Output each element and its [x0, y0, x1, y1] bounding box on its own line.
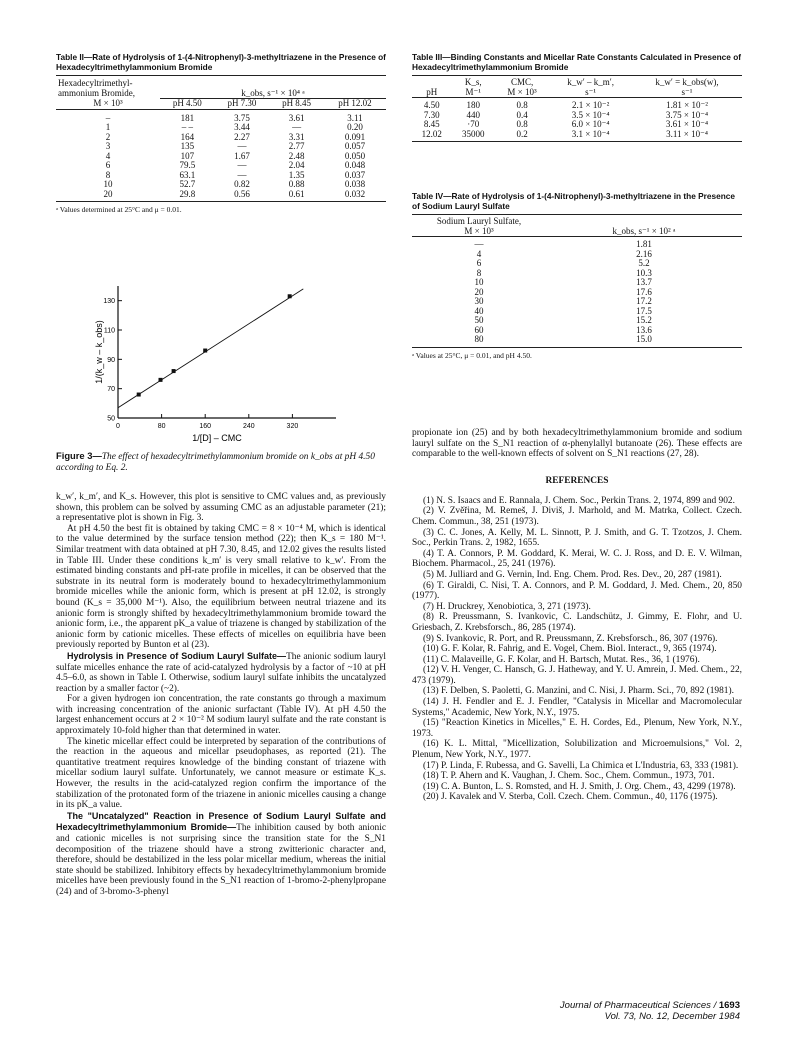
table-cell: 0.88: [288, 179, 305, 189]
reference-item: (18) T. P. Ahern and K. Vaughan, J. Chem. Soc., Chem. Commun., 1973, 701.: [423, 771, 715, 782]
table-cell: 0.61: [288, 188, 305, 199]
figure-3-caption-label: Figure 3—: [56, 450, 102, 461]
y-tick-label: 110: [103, 327, 115, 335]
table-iv-caption: Table IV—Rate of Hydrolysis of 1-(4-Nitrophenyl)-3-methyltriazene in the Presence of Sodium Lauryl Sulfate: [412, 191, 736, 211]
table-header: CMC,: [510, 77, 534, 87]
table-cell: 60: [474, 324, 484, 335]
table-cell: 8: [105, 169, 111, 180]
reference-item: (1) N. S. Isaacs and E. Rannala, J. Chem. Soc., Perkin Trans. 2, 1974, 899 and 902.: [423, 495, 735, 506]
paragraph: At pH 4.50 the best fit is obtained by taking CMC = 8 × 10⁻⁴ M, which is identical to the value determined by the surface tension method (22); then K_s = 180 M⁻¹. Similar treatment with data obtained at pH 7.30, 8.45, and 12.02 gives the results listed in Table III. Under these conditions k_m′ is very small relative to k_w′. From the estimated binding constants and pH-rate profile in micelles, it can be observed that the substrate in its neutral form is moderately bound to hexadecyltrimethylammonium bromide micelles while the anionic form, which is present at pH 12.02, is strongly bound (K_s = 35,000 M⁻¹). Also, the equilibrium between neutral triazene and its anionic form is strongly shifted by hexadecyltrimethylammonium bromide toward the anionic form, i.e., the apparent pK_a value of triazene is changed by stabilization of the anionic form by cationic micelles. These effects of micelles on equilibria have been previously reported by Bunton et al (23).: [56, 523, 386, 651]
table-cell: 0.048: [344, 160, 366, 170]
fit-line: [118, 289, 303, 408]
x-tick-label: 160: [199, 423, 212, 430]
table-cell: 17.6: [636, 286, 652, 297]
table-iv-kobs-header: k_obs, s⁻¹ × 10² ᵃ: [612, 225, 676, 236]
table-cell: 181: [180, 112, 195, 123]
reference-item: (17) P. Linda, F. Rubessa, and G. Savelli, La Chimica et L'Industria, 63, 333 (1981).: [423, 760, 739, 771]
table-cell: 0.057: [344, 141, 366, 151]
table-iii: [412, 52, 742, 142]
table-cell: 0.038: [344, 179, 366, 189]
table-row: [412, 297, 742, 307]
table-cell: 8.45: [423, 119, 440, 129]
table-row: [412, 259, 742, 269]
table-cell: 52.7: [179, 179, 196, 189]
table-row: [412, 335, 742, 345]
table-cell: 0.20: [347, 122, 363, 132]
table-cell: 80: [474, 334, 484, 344]
table-cell: 3.61 × 10⁻⁴: [665, 119, 709, 129]
reference-item: (2) V. Zvěřina, M. Remeš, J. Diviš, J. Marhold, and M. Matrka, Collect. Czech. Chem. Commun., 38, 251 (1973).: [412, 506, 742, 527]
paragraph-text: The inhibition caused by both anionic and cationic micelles is not surprising since the transition state for the S_N1 decomposition of the triazene should have a strong zwitterionic character and, therefore, should be destabilized in the less polar micellar medium, whereas the initial state should be stabilized. Inhibitory effects by hexadecyltrimethylammonium bromide micelles have been previously found in the S_N1 reaction of 1-bromo-2-phenylpropane (24) and of 3-bromo-3-phenyl: [56, 823, 386, 897]
paragraph: The kinetic micellar effect could be interpreted by separation of the contributions of the reaction in the aqueous and micellar pseudophases, as reported (21). The quantitative treatment requires knowledge of the binding constant of triazene with micellar sodium lauryl sulfate. Unfortunately, we cannot measure or estimate K_s. However, the results in the acid-catalyzed region confirm the importance of the stabilization of the protonated form of the triazene in anionic micelles causing a change in its pK_a value.: [56, 736, 386, 811]
table-cell: —: [237, 169, 247, 180]
reference-item: (5) M. Julliard and G. Vernin, Ind. Eng. Chem. Prod. Res. Dev., 20, 287 (1981).: [423, 569, 722, 580]
table-cell: 63.1: [179, 169, 196, 180]
table-cell: 6: [105, 160, 111, 170]
table-cell: 164: [180, 131, 195, 142]
reference-item: (19) C. A. Bunton, L. S. Romsted, and H. J. Smith, J. Org. Chem., 43, 4299 (1978).: [423, 781, 736, 792]
x-tick-label: 240: [242, 423, 255, 430]
table-cell: 2.27: [234, 131, 250, 142]
table-cell: 2: [105, 131, 111, 142]
reference-item: (8) R. Preussmann, S. Ivankovic, C. Landschütz, J. Gimmy, E. Flohr, and U. Griesbach, Z. Krebsforsch., 86, 285 (1974).: [412, 612, 742, 633]
right-body: [412, 428, 742, 803]
table-cell: 2.77: [288, 141, 305, 151]
y-axis-label: 1/(k_w – k_obs): [94, 320, 104, 384]
table-cell: 0.091: [344, 131, 366, 142]
table-header: M × 10³: [507, 86, 537, 97]
data-point: [159, 378, 163, 382]
paragraph: [56, 811, 386, 898]
table-cell: 17.5: [636, 305, 652, 316]
table-header: s⁻¹: [585, 86, 597, 97]
table-cell: 12.02: [421, 128, 442, 139]
table-cell: 3.1 × 10⁻⁴: [571, 128, 610, 139]
reference-item: (13) F. Delben, S. Paoletti, G. Manzini, and C. Nisi, J. Pharm. Sci., 70, 892 (1981).: [423, 686, 734, 697]
page-number: 1693: [718, 1000, 740, 1011]
figure-3-plot: [56, 278, 356, 448]
table-cell: —: [237, 141, 247, 151]
table-cell: 7.30: [423, 109, 440, 120]
table-cell: 79.5: [179, 160, 196, 170]
table-ii-ph-header: pH 4.50: [160, 99, 215, 110]
reference-item: (14) J. H. Fendler and E. J. Fendler, "Catalysis in Micellar and Macromolecular Systems," Academic, New York, N.Y., 1975.: [412, 697, 742, 718]
x-tick-label: 80: [157, 423, 166, 430]
reference-item: (6) T. Giraldi, C. Nisi, T. A. Connors, and P. M. Goddard, J. Med. Chem., 20, 850 (1977).: [412, 580, 742, 602]
table-cell: 3.31: [288, 131, 305, 142]
data-point: [172, 369, 176, 373]
table-cell: 29.8: [179, 188, 196, 199]
table-cell: 440: [466, 109, 480, 120]
table-header: pH: [426, 86, 438, 97]
table-cell: 10: [103, 179, 113, 189]
table-cell: 0.2: [516, 128, 528, 139]
table-cell: 2.48: [288, 150, 305, 161]
table-ii-ph-header: pH 7.30: [215, 99, 270, 110]
table-iv-grid: [412, 217, 742, 345]
table-ii-ph-header: pH 8.45: [269, 99, 324, 110]
table-ii-conc-header-3: M × 10³: [93, 97, 123, 108]
table-cell: 3: [105, 141, 111, 151]
reference-item: (3) C. C. Jones, A. Kelly, M. L. Sinnott, P. J. Smith, and G. T. Tzotzos, J. Chem. Soc., Perkin Trans. 2, 1982, 1655.: [412, 527, 742, 549]
table-cell: 3.44: [234, 122, 250, 132]
page-footer: [500, 1000, 740, 1022]
table-cell: 3.61: [288, 112, 305, 123]
table-cell: 13.6: [636, 324, 652, 335]
table-cell: 20: [103, 188, 113, 199]
table-cell: 6.0 × 10⁻⁴: [571, 119, 610, 129]
table-cell: –: [105, 112, 111, 123]
table-cell: —: [292, 122, 302, 132]
table-row: [412, 240, 742, 250]
table-iii-grid: [412, 78, 742, 139]
reference-item: (9) S. Ivankovic, R. Port, and R. Preussmann, Z. Krebsforsch., 86, 307 (1976).: [423, 633, 718, 644]
table-cell: —: [474, 239, 484, 249]
y-tick-label: 130: [103, 298, 115, 306]
table-cell: 40: [474, 305, 484, 316]
y-tick-label: 50: [107, 415, 115, 423]
table-cell: 50: [474, 315, 484, 325]
table-cell: 10: [474, 277, 484, 287]
paragraph: For a given hydrogen ion concentration, the rate constants go through a maximum with increasing concentration of the anionic surfactant (Table IV). At pH 4.50 the largest enhancement occurs at 2 × 10⁻² M sodium lauryl sulfate and the rate constant is approximately 10-fold higher than that determined in water.: [56, 694, 386, 737]
x-tick-label: 320: [286, 423, 299, 430]
table-iv-conc-header-1: Sodium Lauryl Sulfate,: [436, 216, 522, 226]
table-cell: 4: [105, 150, 111, 161]
table-cell: 0.032: [344, 188, 366, 199]
x-tick-label: 0: [116, 423, 120, 430]
table-row: [412, 307, 742, 317]
x-axis-label: 1/[D] – CMC: [192, 433, 242, 443]
table-cell: —: [237, 160, 247, 170]
paragraph-text: The anionic sodium lauryl sulfate micelles enhance the rate of acid-catalyzed hydrolysis by a factor of ~10 at pH 4.5–6.0, as shown in Table I. Otherwise, sodium lauryl sulfate inhibits the uncatalyzed reaction by a smaller factor (~2).: [56, 651, 386, 694]
table-cell: 5.2: [638, 258, 650, 268]
table-cell: 0.56: [234, 188, 250, 199]
paragraph: k_w′, k_m′, and K_s. However, this plot is sensitive to CMC values and, as previously shown, this problem can be solved by assuming CMC as an adjustable parameter (21); a representative plot is shown in Fig. 3.: [56, 492, 386, 524]
table-cell: 1.81 × 10⁻²: [666, 100, 708, 110]
table-ii-caption: Table II—Rate of Hydrolysis of 1-(4-Nitrophenyl)-3-methyltriazene in the Presence of Hexadecyltrimethylammonium Bromide: [56, 52, 386, 72]
table-header: k_w′ – k_m′,: [567, 77, 614, 87]
table-ii-grid: [56, 79, 386, 199]
table-cell: 3.75 × 10⁻⁴: [665, 109, 709, 120]
table-cell: 13.7: [636, 277, 652, 287]
table-row: [56, 190, 386, 200]
reference-item: (16) K. L. Mittal, "Micellization, Solubilization and Microemulsions," Vol. 2, Plenum, New York, N.Y., 1977.: [412, 739, 742, 761]
table-header: s⁻¹: [681, 86, 693, 97]
data-point: [203, 349, 207, 353]
table-cell: 0.82: [234, 179, 250, 189]
table-cell: 10.3: [636, 267, 652, 278]
references-heading: REFERENCES: [545, 475, 609, 486]
reference-item: (20) J. Kavalek and V. Sterba, Coll. Czech. Chem. Commun., 40, 1176 (1975).: [423, 792, 718, 803]
paragraph: [56, 651, 386, 694]
issue-info: Vol. 73, No. 12, December 1984: [604, 1011, 740, 1022]
table-row: [412, 288, 742, 298]
section-heading: The "Uncatalyzed" Reaction in Presence of Sodium Lauryl Sulfate and Hexadecyltrimethylammonium Bromide—: [56, 810, 386, 833]
reference-item: (11) C. Malaveille, G. F. Kolar, and H. Bartsch, Mutat. Res., 36, 1 (1976).: [423, 654, 700, 665]
paragraph: propionate ion (25) and by both hexadecyltrimethylammonium bromide and sodium lauryl sulfate on the S_N1 reaction of α-phenylallyl butanoate (26). These effects are comparable to the well-known effects of solvent on S_N1 reactions (27, 28).: [412, 428, 742, 460]
table-cell: 17.2: [636, 296, 652, 306]
reference-item: (10) G. F. Kolar, R. Fahrig, and E. Vogel, Chem. Biol. Interact., 9, 365 (1974).: [423, 644, 717, 655]
table-ii-ph-header: pH 12.02: [324, 99, 386, 110]
table-ii-footnote: ᵃ Values determined at 25°C and μ = 0.01.: [56, 205, 182, 214]
journal-name: Journal of Pharmaceutical Sciences /: [559, 1000, 719, 1011]
table-iv-footnote: ᵃ Values at 25°C, μ = 0.01, and pH 4.50.: [412, 350, 532, 360]
table-cell: 4: [476, 248, 482, 259]
left-body: [56, 492, 386, 898]
table-header: M⁻¹: [465, 86, 481, 97]
reference-item: (15) "Reaction Kinetics in Micelles," E. H. Cordes, Ed., Plenum, New York, N.Y., 1973.: [412, 718, 742, 739]
table-cell: 30: [474, 296, 484, 306]
table-cell: 0.8: [516, 100, 528, 110]
figure-3-caption-text: The effect of hexadecyltrimethylammonium bromide on k_obs at pH 4.50 according to Eq. 2.: [56, 452, 375, 473]
y-tick-label: 70: [107, 386, 115, 394]
table-cell: 3.75: [234, 112, 250, 123]
reference-item: (4) T. A. Connors, P. M. Goddard, K. Merai, W. C. J. Ross, and D. E. V. Wilman, Biochem. Pharmacol., 25, 241 (1976).: [412, 548, 742, 570]
table-cell: 8: [476, 267, 482, 278]
table-cell: 2.04: [288, 160, 305, 170]
table-cell: 6: [476, 258, 482, 268]
data-point: [288, 294, 292, 298]
table-cell: ·70: [467, 119, 480, 129]
table-cell: 1.81: [636, 239, 652, 249]
table-row: [412, 130, 742, 140]
table-cell: 15.2: [636, 315, 652, 325]
table-cell: 2.1 × 10⁻²: [572, 100, 610, 110]
table-cell: 135: [180, 141, 195, 151]
table-cell: 0.4: [516, 109, 528, 120]
table-row: [412, 250, 742, 260]
table-cell: 1: [105, 122, 111, 132]
table-row: [412, 316, 742, 326]
table-row: [412, 278, 742, 288]
table-cell: 2.16: [636, 248, 652, 259]
table-cell: 3.11 × 10⁻⁴: [666, 128, 708, 139]
figure-3-caption: [56, 450, 386, 474]
reference-item: (12) V. H. Venger, C. Hansch, G. J. Hatheway, and Y. U. Amrein, J. Med. Chem., 22, 473 (1979).: [412, 665, 742, 686]
table-cell: 15.0: [636, 334, 652, 344]
table-header: k_w′ = k_obs(w),: [655, 77, 719, 87]
figure-3: [56, 278, 356, 448]
table-row: [412, 326, 742, 336]
table-ii-conc-header-1: Hexadecyltrimethyl-: [58, 78, 133, 88]
table-cell: 20: [474, 286, 484, 297]
data-point: [137, 393, 141, 397]
table-row: [412, 269, 742, 279]
table-cell: 4.50: [423, 100, 440, 110]
table-ii-kobs-header: k_obs, s⁻¹ × 10⁴ ᵃ: [241, 87, 305, 98]
reference-list: [412, 496, 742, 803]
table-cell: 3.5 × 10⁻⁴: [571, 109, 610, 120]
table-cell: 107: [180, 150, 195, 161]
y-tick-label: 90: [107, 356, 115, 364]
table-cell: 35000: [462, 128, 485, 139]
table-cell: 0.037: [344, 169, 366, 180]
table-iii-caption: Table III—Binding Constants and Micellar Rate Constants Calculated in Presence of Hexadecyltrimethylammonium Bromide: [412, 52, 742, 72]
table-cell: 180: [466, 100, 480, 110]
table-ii: [56, 52, 386, 214]
table-iv: [412, 191, 742, 360]
table-cell: 1.35: [288, 169, 305, 180]
table-cell: 1.67: [234, 150, 250, 161]
table-cell: 0.050: [344, 150, 366, 161]
table-header: K_s,: [464, 77, 482, 87]
table-cell: 0.8: [516, 119, 528, 129]
table-ii-conc-header-2: ammonium Bromide,: [58, 87, 135, 98]
table-iv-conc-header-2: M × 10³: [464, 225, 494, 236]
table-cell: – –: [181, 122, 193, 132]
section-heading: Hydrolysis in Presence of Sodium Lauryl Sulfate—: [67, 650, 287, 661]
table-cell: 3.11: [347, 112, 363, 123]
reference-item: (7) H. Druckrey, Xenobiotica, 3, 271 (1973).: [423, 601, 591, 612]
